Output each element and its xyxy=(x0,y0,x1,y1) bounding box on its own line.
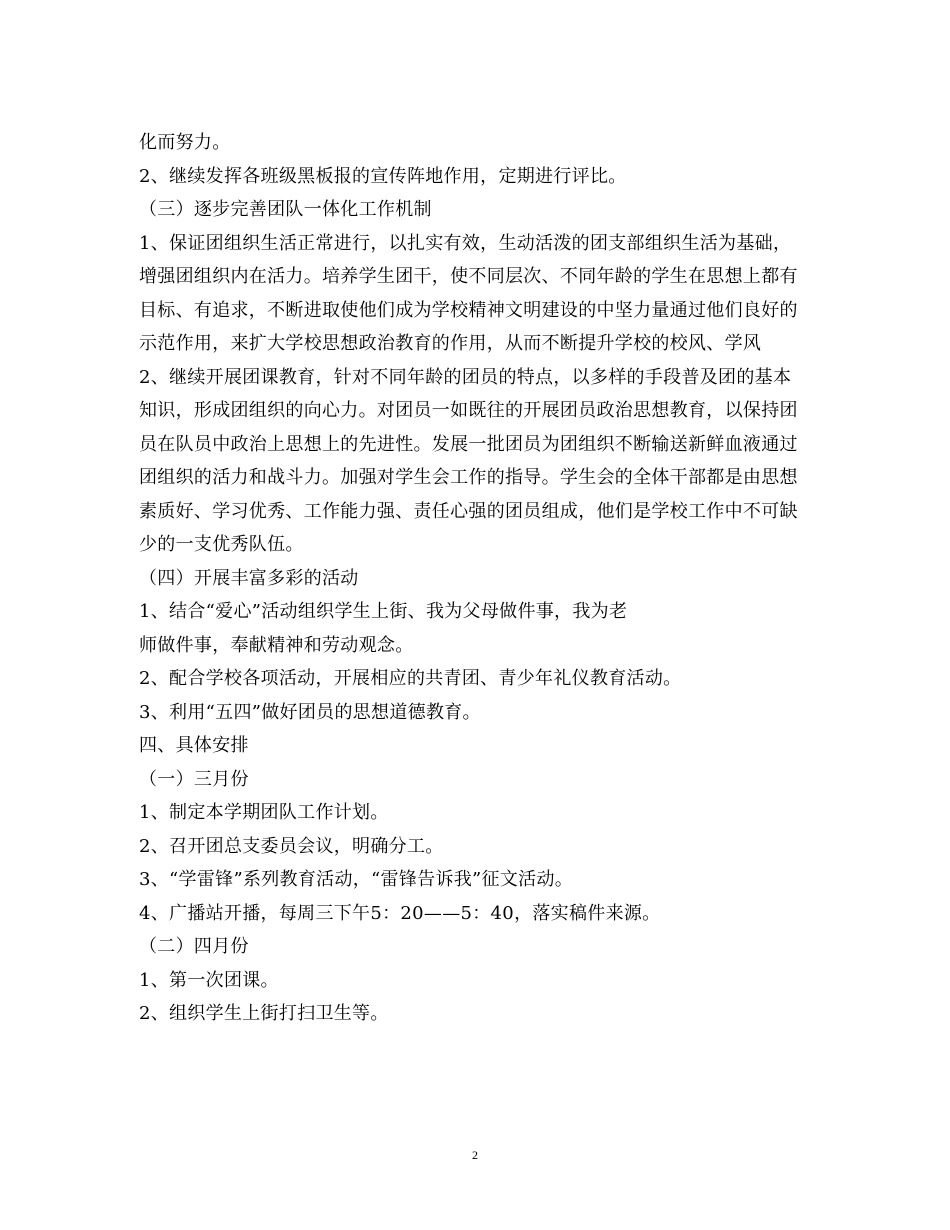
text-line: 4、广播站开播，每周三下午5：20——5：40，落实稿件来源。 xyxy=(139,902,661,924)
text-line: 3、“学雷锋”系列教育活动，“雷锋告诉我”征文活动。 xyxy=(139,869,574,890)
text-line: 化而努力。 xyxy=(139,132,231,153)
section-heading: （四）开展丰富多彩的活动 xyxy=(139,567,359,589)
text-line: 3、利用“五四”做好团员的思想道德教育。 xyxy=(139,701,481,723)
text-line: 示范作用，来扩大学校思想政治教育的作用，从而不断提升学校的校风、学风 xyxy=(139,333,762,354)
text-line: 2、继续开展团课教育，针对不同年龄的团员的特点，以多样的手段普及团的基本 xyxy=(139,366,792,388)
text-line: 1、制定本学期团队工作计划。 xyxy=(139,802,389,823)
text-line: 少的一支优秀队伍。 xyxy=(139,534,304,555)
section-heading: （一）三月份 xyxy=(139,768,249,790)
text-line: 知识，形成团组织的向心力。对团员一如既往的开展团员政治思想教育，以保持团 xyxy=(139,400,798,421)
section-heading: （二）四月份 xyxy=(139,936,249,957)
text-line: 目标、有追求，不断进取使他们成为学校精神文明建设的中坚力量通过他们良好的 xyxy=(139,299,798,321)
text-line: 素质好、学习优秀、工作能力强、责任心强的团员组成，他们是学校工作中不可缺 xyxy=(139,500,798,522)
section-heading: （三）逐步完善团队一体化工作机制 xyxy=(139,199,432,220)
section-heading: 四、具体安排 xyxy=(139,735,249,756)
text-line: 师做件事，奉献精神和劳动观念。 xyxy=(139,634,414,656)
text-line: 2、配合学校各项活动，开展相应的共青团、青少年礼仪教育活动。 xyxy=(139,668,682,689)
text-line: 员在队员中政治上思想上的先进性。发展一批团员为团组织不断输送新鲜血液通过 xyxy=(139,433,798,455)
page-number: 2 xyxy=(472,1148,478,1162)
text-line: 1、保证团组织生活正常进行，以扎实有效，生动活泼的团支部组织生活为基础， xyxy=(139,232,792,254)
text-line: 2、组织学生上街打扫卫生等。 xyxy=(139,1003,389,1024)
text-line: 2、继续发挥各班级黑板报的宣传阵地作用，定期进行评比。 xyxy=(139,165,627,187)
text-line: 1、第一次团课。 xyxy=(139,969,279,991)
text-line: 1、结合“爱心”活动组织学生上街、我为父母做件事，我为老 xyxy=(139,601,628,622)
text-line: 2、召开团总支委员会议，明确分工。 xyxy=(139,835,444,857)
text-line: 团组织的活力和战斗力。加强对学生会工作的指导。学生会的全体干部都是由思想 xyxy=(139,467,798,488)
text-line: 增强团组织内在活力。培养学生团干，使不同层次、不同年龄的学生在思想上都有 xyxy=(139,266,798,287)
document-body xyxy=(139,126,819,1031)
